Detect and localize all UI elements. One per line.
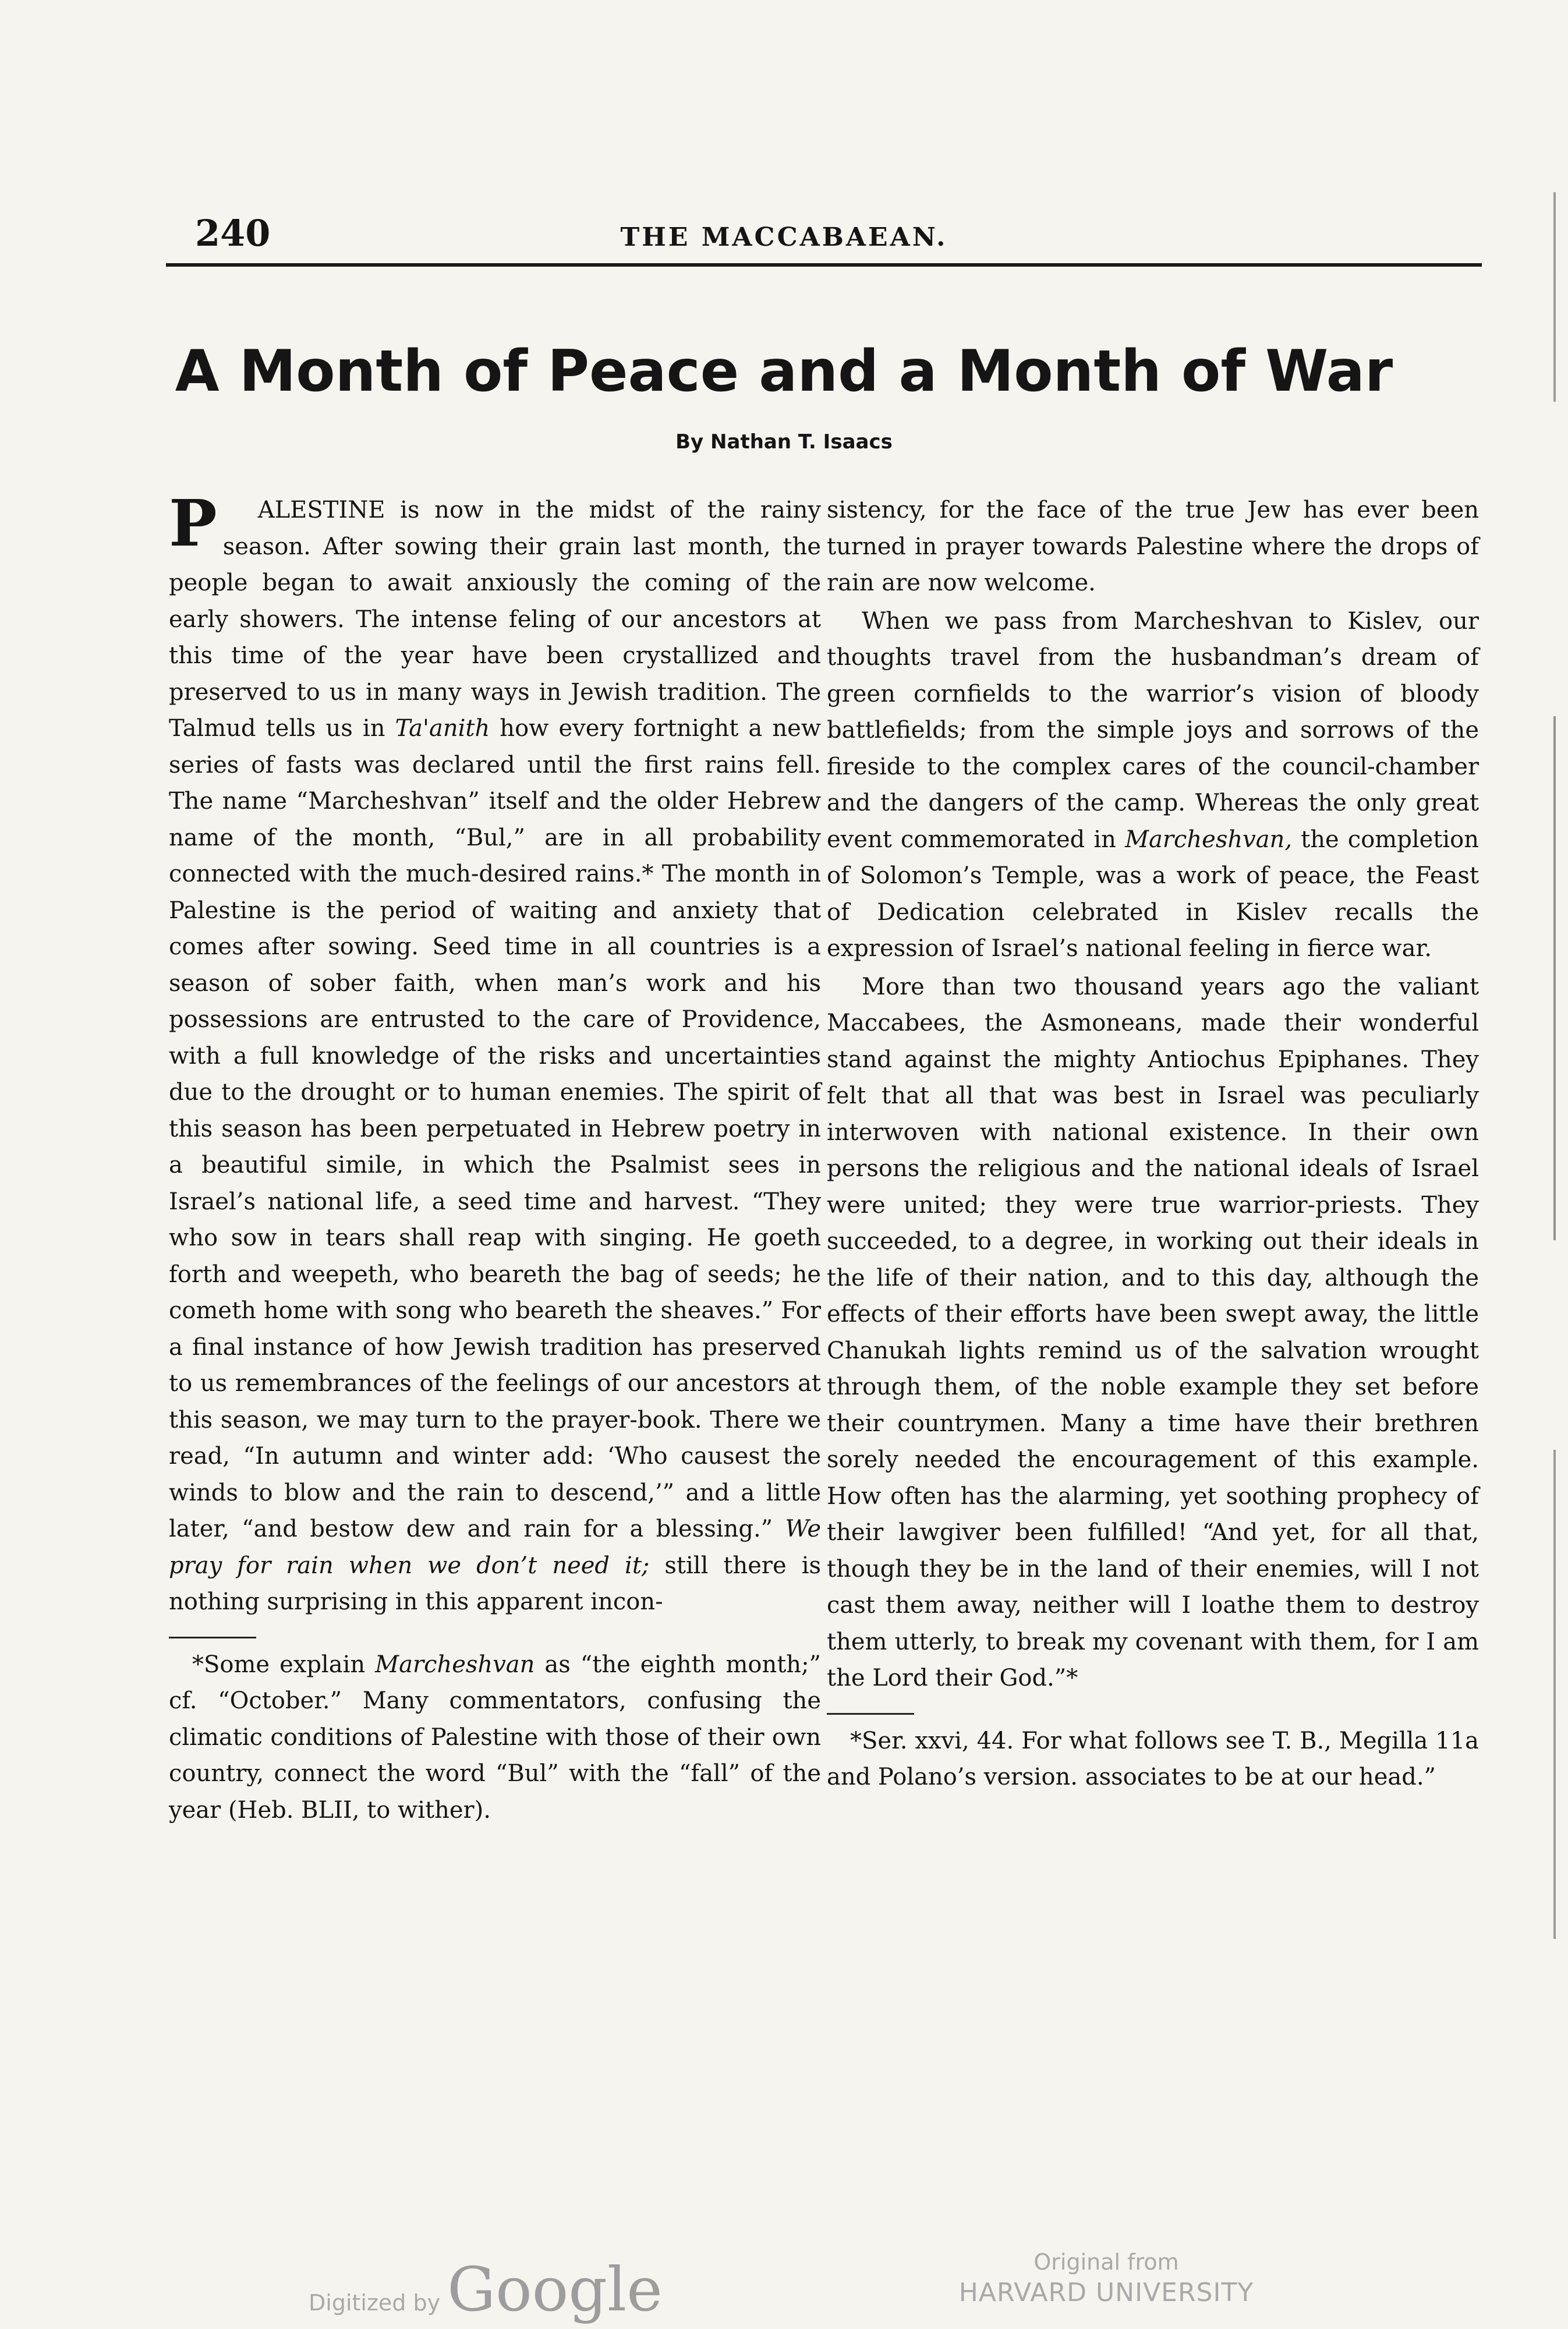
right-paragraph-3: More than two thousand years ago the valiant Maccabees, the Asmoneans, made their wonderful stand against the mighty Antiochus Epiphanes. They felt that all that was best in Israel was peculiarly interwoven with national existence. In their own persons the religious and the national ideals of Israel were united; they were true warrior-priests. They succeeded, to a degree, in working out their ideals in the life of their nation, and to this day, although the effects of their efforts have been swept away, the little Chanukah lights remind us of the salvation wrought through them, of the noble example they set before their countrymen. Many a time have their brethren sorely needed the encouragement of this example. How often has the alarming, yet soothing prophecy of their lawgiver been fulfilled! “And yet, for all that, though they be in the land of their enemies, will I not cast them away, neither will I loathe them to destroy them utterly, to break my covenant with them, for I am the Lord their God.”* [827,973,1479,1691]
digitized-label: Digitized by [309,2290,441,2316]
scan-edge-line [1553,192,1556,1939]
text-run: ALESTINE is now in the midst of the rainy season. After sowing their grain last month, the people began to await anxiously the coming of the early showers. The intense feling of our ancestors at this time of the year have been crystallized and preserved to us in many ways in Jewish tradition. The Talmud tells us in [169,497,821,742]
text-run: as “the eighth month;” cf. “October.” Many commentators, confusing the climatic conditions of Palestine with those of their own country, connect the word “Bul” with the “fall” of the year (Heb. BLII, to wither). [169,1651,821,1824]
header-rule [166,263,1482,267]
source-watermark [955,2247,1258,2309]
original-from-label: Original from [1033,2249,1179,2275]
drop-cap: P [169,486,217,561]
left-column [169,486,822,1828]
text-run: *Some explain [192,1651,376,1678]
university-label: HARVARD UNIVERSITY [958,2278,1254,2307]
text-run: still there is nothing surprising in this apparent incon- [169,1552,822,1615]
right-paragraph-1: sistency, for the face of the true Jew has ever been turned in prayer towards Palestine where the drops of rain are now welcome. [827,497,1479,596]
digitized-watermark [309,2254,663,2325]
byline: By Nathan T. Isaacs [675,430,893,454]
left-paragraph [169,486,822,1620]
italic-run: Marcheshvan, [1125,826,1293,853]
footnote-rule [827,1713,914,1715]
right-paragraph-2 [827,603,1479,967]
article-title: A Month of Peace and a Month of War [175,338,1393,405]
text-run: how every fortnight a new series of fasts was declared until the first rains fell. The name “Marcheshvan” itself and the older Hebrew name of the month, “Bul,” are in all probability connected with the much-desired rains.* The month in Palestine is the period of waiting and anxiety that comes after sowing. Seed time in all countries is a season of sober faith, when man’s work and his possessions are entrusted to the care of Providence, with a full knowledge of the risks and uncertainties due to the drought or to human enemies. The spirit of this season has been perpetuated in Hebrew poetry in a beautiful simile, in which the Psalmist sees in Israel’s national life, a seed time and harvest. “They who sow in tears shall reap with singing. He goeth forth and weepeth, who beareth the bag of seeds; he cometh home with song who beareth the sheaves.” For a final instance of how Jewish tradition has preserved to us remembrances of the feelings of our ancestors at this season, we may turn to the prayer-book. There we read, “In autumn and winter add: ‘Who causest the winds to blow and the rain to descend,’” and a little later, “and bestow dew and rain for a blessing.” [169,715,821,1542]
left-footnote [169,1647,821,1829]
italic-run: Marcheshvan [375,1651,535,1678]
google-logo: Google [447,2254,663,2325]
right-footnote: *Ser. xxvi, 44. For what follows see T. B., Megilla 11a and Polano’s version. associates to be at our head.” [827,1727,1479,1790]
page-number: 240 [195,212,271,254]
italic-run: We pray for rain when we don’t need it; [169,1516,821,1579]
italic-run: Ta'anith [395,715,490,742]
footnote-rule [169,1637,256,1638]
text-run: the completion of Solomon’s Temple, was a work of peace, the Feast of Dedication celebrated in Kislev recalls the expression of Israel’s national feeling in fierce war. [827,826,1479,962]
running-header: THE MACCABAEAN. [620,222,948,252]
right-column [827,492,1479,1796]
text-run: When we pass from Marcheshvan to Kislev, our thoughts travel from the husbandman’s dream of green cornfields to the warrior’s vision of bloody battlefields; from the simple joys and sorrows of the fireside to the complex cares of the council-chamber and the dangers of the camp. Whereas the only great event commemorated in [827,607,1479,853]
